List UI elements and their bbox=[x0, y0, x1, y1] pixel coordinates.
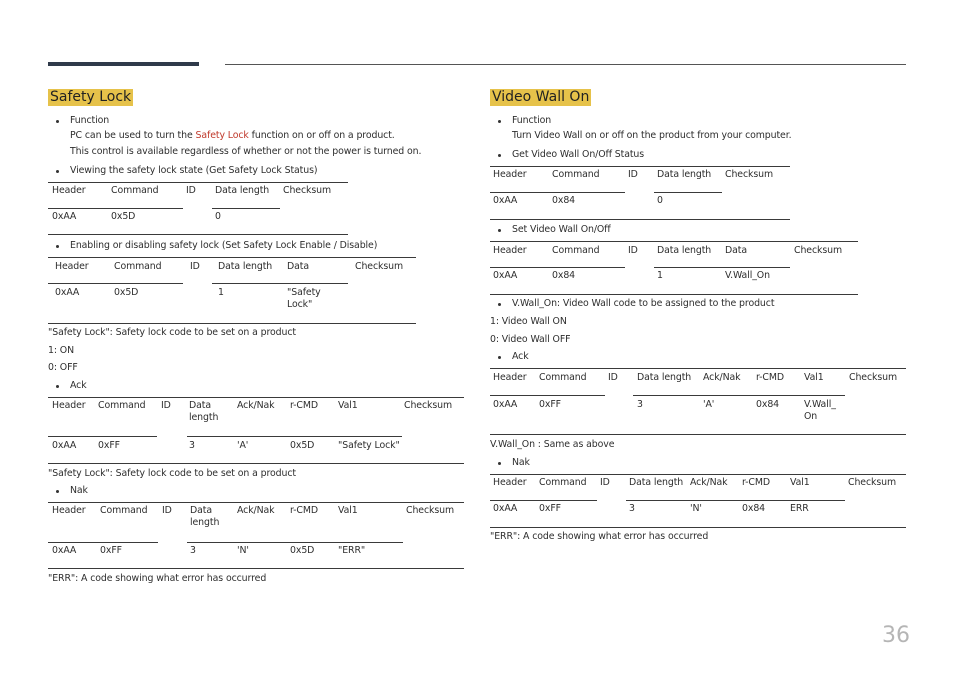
function-desc-1: Turn Video Wall on or off on the product from your computer. bbox=[512, 130, 792, 141]
table-header-cell: Data length bbox=[190, 505, 220, 528]
table-cell: 0xFF bbox=[539, 399, 561, 410]
table-header-cell: Command bbox=[114, 261, 162, 272]
table-header-cell: Data length bbox=[215, 185, 270, 196]
function-desc-1: PC can be used to turn the Safety Lock function on or off on a product. bbox=[70, 130, 395, 141]
table-header-cell: Header bbox=[493, 477, 527, 488]
value-off: 0: OFF bbox=[48, 362, 78, 373]
table-header-cell: Command bbox=[111, 185, 159, 196]
table-cell: 0xAA bbox=[493, 195, 518, 206]
table-header-cell: Header bbox=[493, 169, 527, 180]
note-safety-lock-code-2: "Safety Lock": Safety lock code to be set on a product bbox=[48, 468, 297, 479]
table-cell: 0x84 bbox=[552, 270, 576, 281]
table-header-cell: Header bbox=[493, 372, 527, 383]
table-header-cell: Data length bbox=[218, 261, 273, 272]
ack-label: Ack bbox=[70, 380, 87, 391]
table-header-cell: Checksum bbox=[725, 169, 773, 180]
table-cell: "ERR" bbox=[338, 545, 366, 556]
function-desc-2: This control is available regardless of whether or not the power is turned on. bbox=[70, 146, 422, 157]
note-err: "ERR": A code showing what error has occurred bbox=[48, 573, 267, 584]
value-on: 1: Video Wall ON bbox=[490, 316, 567, 327]
table-header-cell: Ack/Nak bbox=[237, 400, 275, 411]
table-cell: 3 bbox=[637, 399, 643, 410]
table-header-cell: Data length bbox=[657, 245, 712, 256]
table-header-cell: Checksum bbox=[848, 477, 896, 488]
table-header-cell: Data length bbox=[629, 477, 684, 488]
table-cell: 'N' bbox=[237, 545, 249, 556]
table-cell: V.Wall_ On bbox=[804, 399, 836, 422]
table-cell: 'N' bbox=[690, 503, 702, 514]
table-header-cell: Data length bbox=[189, 400, 219, 423]
table-cell: 0x84 bbox=[756, 399, 780, 410]
bullet-set-safety-lock: Enabling or disabling safety lock (Set Safety Lock Enable / Disable) bbox=[70, 240, 378, 251]
table-header-cell: Checksum bbox=[283, 185, 331, 196]
table-header-cell: Ack/Nak bbox=[703, 372, 741, 383]
safety-lock-link-text: Safety Lock bbox=[195, 130, 249, 141]
table-header-cell: ID bbox=[608, 372, 618, 383]
function-label: Function bbox=[512, 115, 552, 126]
nak-label: Nak bbox=[70, 485, 88, 496]
table-header-cell: ID bbox=[186, 185, 196, 196]
table-header-cell: Data length bbox=[657, 169, 712, 180]
table-header-cell: Header bbox=[52, 400, 86, 411]
note-err: "ERR": A code showing what error has occurred bbox=[490, 531, 709, 542]
table-cell: 0x84 bbox=[552, 195, 576, 206]
table-header-cell: Command bbox=[98, 400, 146, 411]
table-header-cell: Header bbox=[493, 245, 527, 256]
table-header-cell: ID bbox=[628, 169, 638, 180]
table-header-cell: Header bbox=[52, 185, 86, 196]
table-cell: "Safety Lock" bbox=[338, 440, 400, 451]
table-header-cell: r-CMD bbox=[756, 372, 784, 383]
table-cell: 0 bbox=[657, 195, 663, 206]
table-cell: 0xAA bbox=[55, 287, 80, 298]
table-cell: 0xAA bbox=[52, 545, 77, 556]
table-header-cell: Header bbox=[52, 505, 86, 516]
table-cell: 0xAA bbox=[52, 440, 77, 451]
section-title-video-wall-on: Video Wall On bbox=[492, 89, 590, 105]
table-header-cell: r-CMD bbox=[290, 505, 318, 516]
table-cell: ERR bbox=[790, 503, 809, 514]
table-cell: 0x84 bbox=[742, 503, 766, 514]
table-header-cell: Command bbox=[539, 372, 587, 383]
table-header-cell: Data bbox=[725, 245, 747, 256]
table-header-cell: Checksum bbox=[794, 245, 842, 256]
nak-label: Nak bbox=[512, 457, 530, 468]
header-thin-rule bbox=[225, 64, 906, 65]
table-cell: 0xFF bbox=[539, 503, 561, 514]
table-header-cell: ID bbox=[190, 261, 200, 272]
table-header-cell: Command bbox=[539, 477, 587, 488]
table-header-cell: Val1 bbox=[804, 372, 824, 383]
table-cell: 0x5D bbox=[290, 545, 315, 556]
table-cell: 3 bbox=[629, 503, 635, 514]
table-header-cell: ID bbox=[600, 477, 610, 488]
table-cell: 0xAA bbox=[493, 399, 518, 410]
bullet-get-status: Get Video Wall On/Off Status bbox=[512, 149, 645, 160]
table-header-cell: Val1 bbox=[790, 477, 810, 488]
table-cell: 0xFF bbox=[100, 545, 122, 556]
table-cell: 0xFF bbox=[98, 440, 120, 451]
table-cell: "Safety Lock" bbox=[287, 287, 321, 310]
table-header-cell: Header bbox=[55, 261, 89, 272]
header-thick-bar bbox=[48, 62, 199, 66]
table-cell: 0xAA bbox=[493, 503, 518, 514]
function-label: Function bbox=[70, 115, 110, 126]
table-header-cell: Val1 bbox=[338, 505, 358, 516]
table-cell: 0 bbox=[215, 211, 221, 222]
table-cell: 1 bbox=[657, 270, 663, 281]
note-safety-lock-code: "Safety Lock": Safety lock code to be set on a product bbox=[48, 327, 297, 338]
table-header-cell: Ack/Nak bbox=[237, 505, 275, 516]
table-header-cell: Checksum bbox=[849, 372, 897, 383]
table-header-cell: r-CMD bbox=[290, 400, 318, 411]
note-same-as-above: V.Wall_On : Same as above bbox=[490, 439, 615, 450]
table-cell: 'A' bbox=[237, 440, 249, 451]
table-header-cell: Ack/Nak bbox=[690, 477, 728, 488]
bullet-get-status: Viewing the safety lock state (Get Safety Lock Status) bbox=[70, 165, 318, 176]
section-title-safety-lock: Safety Lock bbox=[50, 89, 132, 105]
table-header-cell: ID bbox=[162, 505, 172, 516]
table-header-cell: Checksum bbox=[404, 400, 452, 411]
table-header-cell: Val1 bbox=[338, 400, 358, 411]
value-off: 0: Video Wall OFF bbox=[490, 334, 571, 345]
table-header-cell: Command bbox=[100, 505, 148, 516]
table-cell: V.Wall_On bbox=[725, 270, 770, 281]
page-number: 36 bbox=[882, 623, 910, 648]
table-cell: 'A' bbox=[703, 399, 715, 410]
ack-label: Ack bbox=[512, 351, 529, 362]
value-on: 1: ON bbox=[48, 345, 74, 356]
table-header-cell: Checksum bbox=[355, 261, 403, 272]
table-header-cell: ID bbox=[161, 400, 171, 411]
table-cell: 3 bbox=[189, 440, 195, 451]
table-header-cell: ID bbox=[628, 245, 638, 256]
table-cell: 0x5D bbox=[111, 211, 136, 222]
table-header-cell: Data length bbox=[637, 372, 692, 383]
table-cell: 1 bbox=[218, 287, 224, 298]
table-cell: 0xAA bbox=[52, 211, 77, 222]
table-cell: 0x5D bbox=[290, 440, 315, 451]
bullet-set-video-wall: Set Video Wall On/Off bbox=[512, 224, 611, 235]
table-header-cell: Command bbox=[552, 169, 600, 180]
table-header-cell: Data bbox=[287, 261, 309, 272]
table-cell: 0x5D bbox=[114, 287, 139, 298]
table-cell: 3 bbox=[190, 545, 196, 556]
table-cell: 0xAA bbox=[493, 270, 518, 281]
bullet-video-wall-code: V.Wall_On: Video Wall code to be assigned to the product bbox=[512, 298, 775, 309]
table-header-cell: r-CMD bbox=[742, 477, 770, 488]
table-header-cell: Command bbox=[552, 245, 600, 256]
table-header-cell: Checksum bbox=[406, 505, 454, 516]
